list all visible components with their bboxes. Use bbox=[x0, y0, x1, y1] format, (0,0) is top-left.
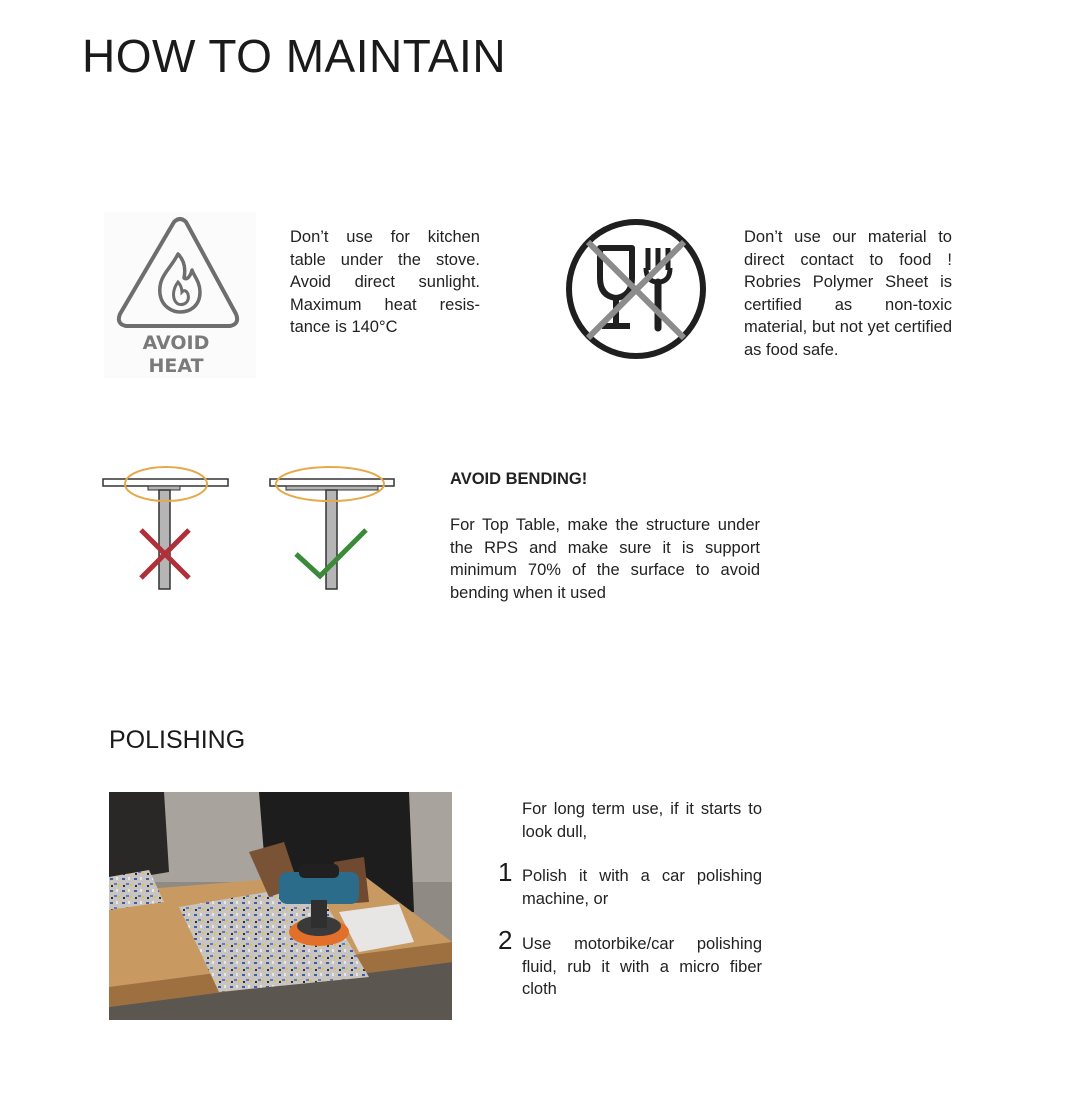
step-number-2: 2 bbox=[498, 925, 513, 955]
avoid-bending-text: For Top Table, make the structure under the RPS and make sure it is support minimum 70% of the surface to avoid bending when it used bbox=[450, 516, 760, 602]
heat-warning-text: Don’t use for kitchen table under the stove. Avoid direct sunlight. Maximum heat resis-tance is 140°C bbox=[290, 228, 480, 336]
avoid-heat-label-1: AVOID bbox=[142, 332, 210, 354]
step-number-1: 1 bbox=[498, 857, 513, 887]
polishing-step-1-text: Polish it with a car polishing machine, or bbox=[522, 867, 762, 908]
page-title: HOW TO MAINTAIN bbox=[82, 30, 507, 82]
avoid-heat-label-2: HEAT bbox=[148, 355, 204, 377]
avoid-bending-heading: AVOID BENDING! bbox=[450, 470, 588, 488]
polishing-step-2-text: Use motorbike/car polishing fluid, rub it with a micro fiber cloth bbox=[522, 935, 762, 998]
polishing-photo bbox=[109, 792, 452, 1020]
bending-wrong-illustration bbox=[100, 460, 232, 596]
avoid-heat-icon bbox=[104, 212, 256, 378]
no-food-contact-icon bbox=[562, 216, 710, 362]
polishing-intro-text: For long term use, if it starts to look dull, bbox=[522, 800, 762, 841]
food-contact-warning-text: Don’t use our material to direct contact to food ! Robries Polymer Sheet is certified as non-toxic material, but not yet certified as food safe. bbox=[744, 228, 952, 359]
polishing-heading: POLISHING bbox=[109, 726, 246, 754]
bending-correct-illustration bbox=[266, 460, 398, 596]
